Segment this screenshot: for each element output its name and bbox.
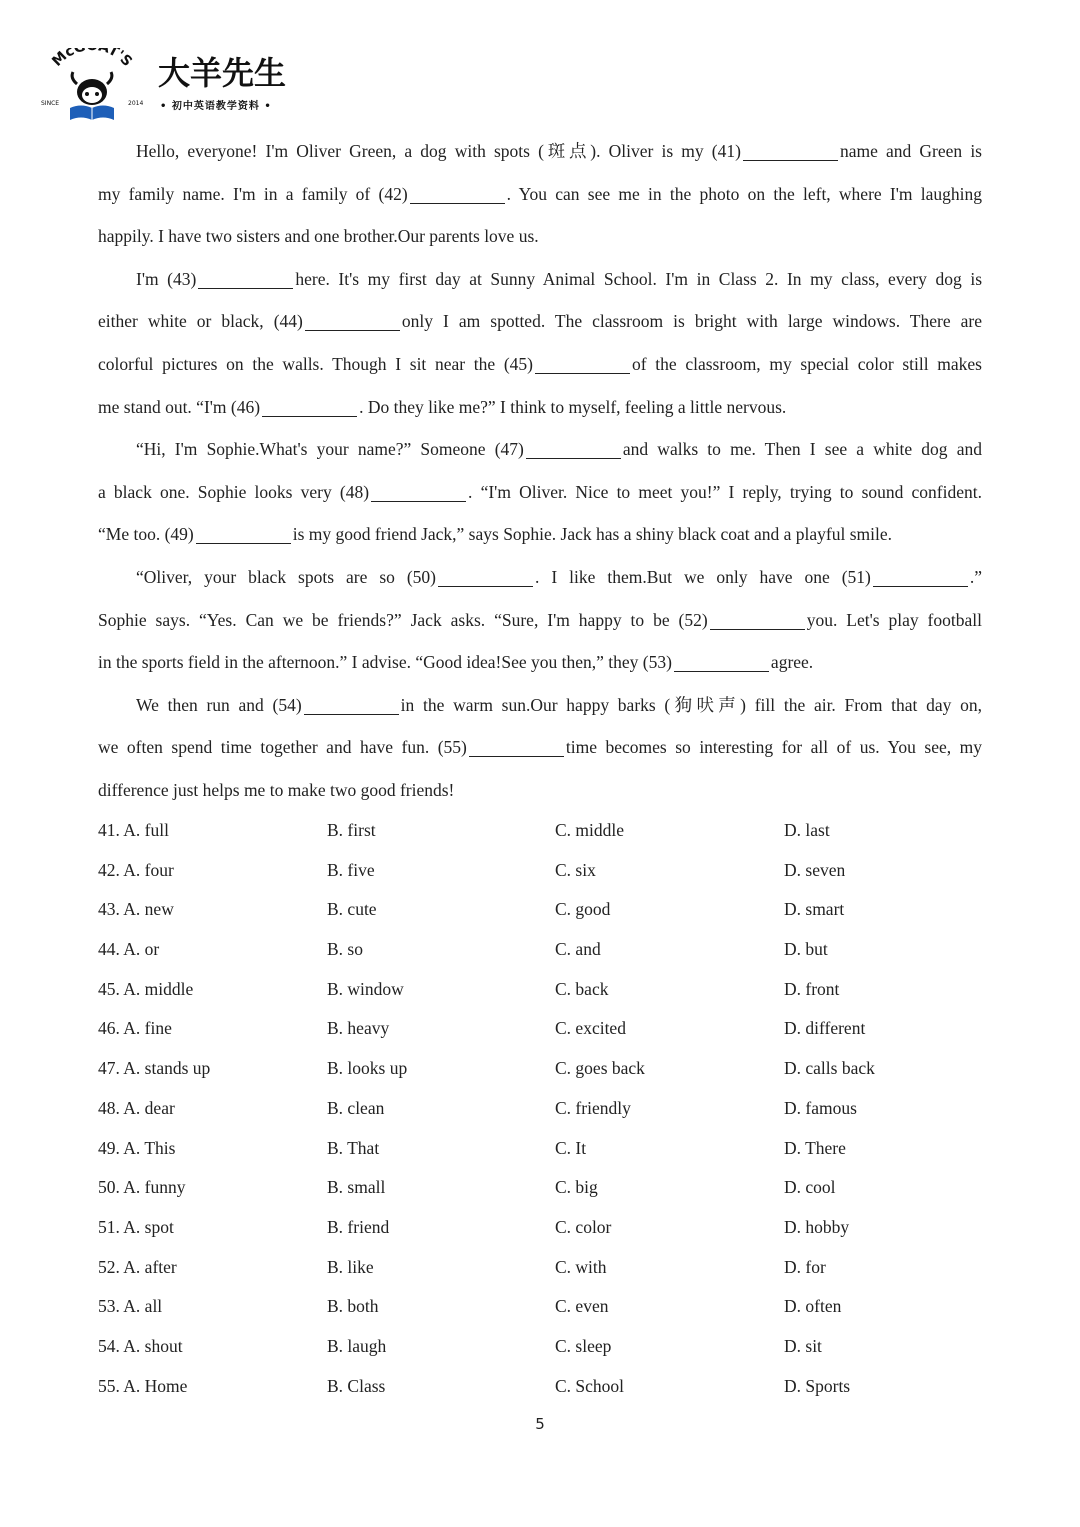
passage-text: difference just helps me to make two good friends! [98, 779, 455, 800]
question-options-row [98, 1168, 982, 1208]
option-choice[interactable]: D. different [784, 1018, 866, 1039]
option-choice[interactable]: 41. A. full [98, 820, 169, 840]
passage-text: either white or black, (44) [98, 311, 303, 332]
question-options-row [98, 1327, 982, 1367]
passage-line [98, 130, 982, 173]
passage-line [98, 726, 982, 769]
answer-blank[interactable] [305, 304, 400, 331]
option-choice[interactable]: D. Sports [784, 1375, 851, 1396]
answer-blank[interactable] [198, 262, 293, 289]
passage-text: Hello, everyone! I'm Oliver Green, a dog with spots (斑点). Oliver is my (41) [136, 141, 741, 161]
option-choice[interactable]: 46. A. fine [98, 1018, 172, 1039]
answer-blank[interactable] [262, 390, 357, 417]
option-choice[interactable]: D. last [784, 820, 830, 840]
passage-text: Sophie says. “Yes. Can we be friends?” Jack asks. “Sure, I'm happy to be (52) [98, 609, 708, 630]
passage-text: in the warm sun.Our happy barks (狗吠声) fill the air. From that day on, [400, 694, 983, 715]
passage-line [98, 215, 982, 258]
option-choice[interactable]: C. good [555, 899, 611, 920]
answer-blank[interactable] [743, 134, 838, 161]
passage-text: me stand out. “I'm (46) [98, 396, 261, 417]
passage-text: colorful pictures on the walls. Though I sit near the (45) [98, 353, 534, 374]
option-choice[interactable]: B. both [327, 1296, 379, 1317]
question-options-row [98, 1287, 982, 1327]
question-options-row [98, 1129, 982, 1169]
option-choice[interactable]: B. like [327, 1256, 374, 1277]
passage-line [98, 641, 982, 684]
question-options-row [98, 1367, 982, 1407]
passage-line [98, 684, 982, 727]
option-choice[interactable]: D. for [784, 1256, 826, 1277]
passage-line [98, 513, 982, 556]
passage-text: “Oliver, your black spots are so (50) [136, 566, 437, 587]
passage-text: happily. I have two sisters and one brother.Our parents love us. [98, 226, 539, 247]
answer-blank[interactable] [535, 347, 630, 374]
logo-badge [40, 48, 144, 126]
passage-line [98, 386, 982, 429]
answer-blank[interactable] [196, 517, 291, 544]
passage-text: in the sports field in the afternoon.” I advise. “Good idea!See you then,” they (53) [98, 652, 672, 673]
option-choice[interactable]: B. heavy [327, 1018, 390, 1039]
passage-text: of the classroom, my special color still makes [632, 353, 982, 374]
option-choice[interactable]: B. small [327, 1177, 386, 1198]
passage-text: time becomes so interesting for all of us. You see, my [565, 737, 982, 758]
option-choice[interactable]: 45. A. middle [98, 978, 194, 999]
option-choice[interactable]: 49. A. This [98, 1137, 176, 1158]
answer-blank[interactable] [410, 177, 505, 204]
option-choice[interactable]: C. friendly [555, 1097, 631, 1118]
question-options-row [98, 811, 982, 851]
passage-line [98, 599, 982, 642]
option-choice[interactable]: B. That [327, 1137, 380, 1158]
passage-line [98, 300, 982, 343]
option-choice[interactable]: 54. A. shout [98, 1335, 183, 1356]
answer-blank[interactable] [674, 645, 769, 672]
goat-book-logo-icon [40, 48, 144, 126]
passage-line [98, 428, 982, 471]
option-choice[interactable]: D. cool [784, 1177, 836, 1198]
passage-line [98, 769, 982, 812]
passage-text: . I like them.But we only have one (51) [535, 566, 871, 587]
option-choice[interactable]: C. color [555, 1216, 612, 1237]
option-choice[interactable]: D. often [784, 1296, 842, 1317]
option-choice[interactable]: 43. A. new [98, 899, 174, 920]
option-choice[interactable]: D. seven [784, 859, 846, 880]
question-options-row [98, 1009, 982, 1049]
answer-blank[interactable] [710, 603, 805, 630]
option-choice[interactable]: B. clean [327, 1097, 385, 1118]
passage-line [98, 556, 982, 599]
passage-text: . Do they like me?” I think to myself, feeling a little nervous. [359, 396, 787, 417]
question-options-row [98, 1049, 982, 1089]
logo-since: SINCE [41, 100, 60, 107]
answer-blank[interactable] [526, 432, 621, 459]
option-choice[interactable]: D. famous [784, 1097, 857, 1118]
option-choice[interactable]: C. It [555, 1137, 587, 1158]
option-choice[interactable]: B. looks up [327, 1058, 408, 1079]
answer-options [98, 811, 982, 1406]
option-choice[interactable]: C. goes back [555, 1058, 645, 1079]
header [40, 48, 340, 128]
passage-line [98, 258, 982, 301]
logo-arc-text: Mc T'S [49, 48, 135, 70]
option-choice[interactable]: D. sit [784, 1335, 822, 1356]
passage-text: and walks to me. Then I see a white dog and [622, 439, 982, 460]
brand-subtitle: • 初中英语教学资料 • [160, 101, 272, 112]
option-choice[interactable]: B. laugh [327, 1335, 387, 1356]
passage-line [98, 173, 982, 216]
option-choice[interactable]: 55. A. Home [98, 1375, 188, 1396]
passage-line [98, 471, 982, 514]
passage-text: I'm (43) [136, 268, 197, 289]
option-choice[interactable]: C. middle [555, 820, 625, 840]
option-choice[interactable]: C. even [555, 1296, 609, 1317]
option-choice[interactable]: 51. A. spot [98, 1216, 174, 1237]
option-choice[interactable]: C. six [555, 859, 596, 880]
option-choice[interactable]: 47. A. stands up [98, 1058, 211, 1079]
passage-text: We then run and (54) [136, 694, 302, 715]
option-choice[interactable]: C. back [555, 978, 609, 999]
option-choice[interactable]: C. excited [555, 1018, 626, 1039]
answer-blank[interactable] [304, 688, 399, 715]
option-choice[interactable]: 48. A. dear [98, 1097, 175, 1118]
passage-text: agree. [770, 652, 814, 673]
option-choice[interactable]: B. cute [327, 899, 377, 920]
passage-text: a black one. Sophie looks very (48) [98, 481, 370, 502]
option-choice[interactable]: B. friend [327, 1216, 390, 1237]
question-options-row [98, 1089, 982, 1129]
question-options-row [98, 1208, 982, 1248]
passage-text: my family name. I'm in a family of (42) [98, 183, 408, 204]
option-choice[interactable]: 52. A. after [98, 1256, 177, 1277]
option-choice[interactable]: D. There [784, 1137, 846, 1158]
passage-text: . “I'm Oliver. Nice to meet you!” I reply, trying to sound confident. [468, 481, 983, 502]
passage-text: we often spend time together and have fun. (55) [98, 737, 467, 758]
option-choice[interactable]: D. smart [784, 899, 845, 920]
passage-line [98, 343, 982, 386]
option-choice[interactable]: 42. A. four [98, 859, 174, 880]
option-choice[interactable]: C. sleep [555, 1335, 612, 1356]
answer-blank[interactable] [469, 730, 564, 757]
option-choice[interactable]: B. five [327, 859, 375, 880]
passage-text: here. It's my first day at Sunny Animal School. I'm in Class 2. In my class, every dog is [295, 268, 982, 289]
passage-text: “Me too. (49) [98, 524, 194, 545]
option-choice[interactable]: B. Class [327, 1375, 386, 1396]
question-options-row [98, 970, 982, 1010]
option-choice[interactable]: D. hobby [784, 1216, 850, 1237]
cloze-passage [98, 130, 982, 812]
passage-text: “Hi, I'm Sophie.What's your name?” Someone (47) [136, 439, 524, 460]
answer-blank[interactable] [371, 475, 466, 502]
passage-text: .” [969, 566, 983, 587]
question-options-row [98, 890, 982, 930]
question-options-row [98, 851, 982, 891]
answer-blank[interactable] [438, 560, 533, 587]
option-choice[interactable]: 50. A. funny [98, 1177, 186, 1198]
option-choice[interactable]: C. School [555, 1375, 625, 1396]
page-number: 5 [535, 1415, 545, 1433]
logo-year: 2014 [128, 100, 144, 107]
passage-text: . You can see me in the photo on the left, where I'm laughing [506, 183, 982, 204]
option-choice[interactable]: B. window [327, 978, 404, 999]
option-choice[interactable]: D. calls back [784, 1058, 875, 1079]
option-choice[interactable]: 53. A. all [98, 1296, 163, 1317]
passage-text: only I am spotted. The classroom is bright with large windows. There are [401, 311, 982, 332]
passage-text: is my good friend Jack,” says Sophie. Jack has a shiny black coat and a playful smile. [292, 524, 892, 545]
passage-text: you. Let's play football [806, 609, 982, 630]
option-choice[interactable]: C. big [555, 1177, 598, 1198]
option-choice[interactable]: 44. A. or [98, 939, 160, 960]
option-choice[interactable]: B. so [327, 939, 363, 960]
option-choice[interactable]: D. but [784, 939, 828, 960]
option-choice[interactable]: C. and [555, 939, 601, 960]
option-choice[interactable]: D. front [784, 978, 840, 999]
passage-text: name and Green is [839, 141, 982, 161]
brand-name: 大羊先生 [158, 54, 287, 92]
answer-blank[interactable] [873, 560, 968, 587]
question-options-row [98, 930, 982, 970]
option-choice[interactable]: B. first [327, 820, 376, 840]
question-options-row [98, 1248, 982, 1288]
option-choice[interactable]: C. with [555, 1256, 607, 1277]
